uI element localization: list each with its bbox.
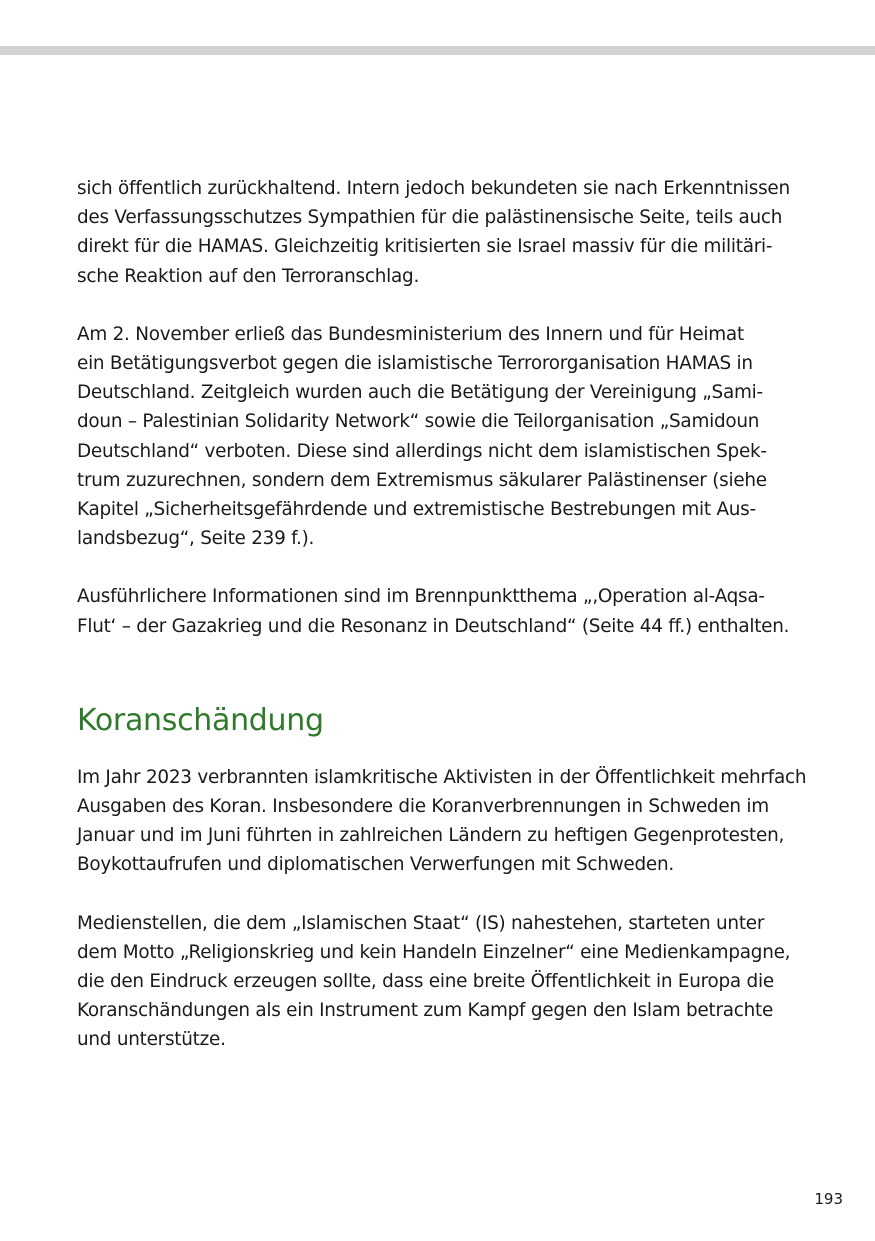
text-line: direkt für die HAMAS. Gleichzeitig kritisierten sie Israel massiv für die militäri- xyxy=(77,236,773,258)
section-gap xyxy=(77,641,807,701)
text-line: Januar und im Juni führten in zahlreichen Ländern zu heftigen Gegenprotesten, xyxy=(77,825,785,847)
section-heading: Koranschändung xyxy=(77,702,324,738)
top-rule xyxy=(0,46,875,55)
text-line: Koranschändungen als ein Instrument zum Kampf gegen den Islam betrachte xyxy=(77,1000,774,1022)
text-line: Am 2. November erließ das Bundesministerium des Innern und für Heimat xyxy=(77,323,744,345)
page-body xyxy=(77,174,807,1055)
text-line: sche Reaktion auf den Terroranschlag. xyxy=(77,265,420,287)
paragraph-media-campaign xyxy=(77,909,807,1055)
text-line: Ausgaben des Koran. Insbesondere die Koranverbrennungen in Schweden im xyxy=(77,796,769,818)
text-line: die den Eindruck erzeugen sollte, dass eine breite Öffentlichkeit in Europa die xyxy=(77,971,774,993)
page-number: 193 xyxy=(814,1190,843,1208)
text-line: landsbezug“, Seite 239 f.). xyxy=(77,528,315,550)
paragraph-gap xyxy=(77,880,807,909)
text-line: sich öffentlich zurückhaltend. Intern jedoch bekundeten sie nach Erkenntnissen xyxy=(77,178,790,199)
text-line: Boykottaufrufen und diplomatischen Verwerfungen mit Schweden. xyxy=(77,854,674,876)
paragraph-gap xyxy=(77,291,807,320)
text-line: dem Motto „Religionskrieg und kein Handeln Einzelner“ eine Medienkampagne, xyxy=(77,941,791,963)
text-line: Flut‘ – der Gazakrieg und die Resonanz in Deutschland“ (Seite 44 ff.) enthalten. xyxy=(77,615,790,637)
text-line: und unterstütze. xyxy=(77,1029,226,1051)
heading-gap xyxy=(77,741,807,763)
text-line: Deutschland. Zeitgleich wurden auch die Betätigung der Vereinigung „Sami- xyxy=(77,382,763,404)
text-line: des Verfassungsschutzes Sympathien für die palästinensische Seite, teils auch xyxy=(77,207,783,229)
paragraph-reactions xyxy=(77,174,807,291)
text-line: Ausführlichere Informationen sind im Brennpunktthema „‚Operation al-Aqsa- xyxy=(77,586,765,608)
text-line: doun – Palestinian Solidarity Network“ sowie die Teilorganisation „Samidoun xyxy=(77,411,760,433)
paragraph-more-info xyxy=(77,582,807,640)
text-line: Deutschland“ verboten. Diese sind allerdings nicht dem islamistischen Spek- xyxy=(77,440,767,462)
paragraph-gap xyxy=(77,553,807,582)
text-line: trum zuzurechnen, sondern dem Extremismus säkularer Palästinenser (siehe xyxy=(77,469,767,491)
paragraph-koran-burnings xyxy=(77,763,807,880)
text-line: Kapitel „Sicherheitsgefährdende und extremistische Bestrebungen mit Aus- xyxy=(77,499,756,521)
text-line: Medienstellen, die dem „Islamischen Staat“ (IS) nahestehen, starteten unter xyxy=(77,912,765,934)
text-line: ein Betätigungsverbot gegen die islamistische Terrororganisation HAMAS in xyxy=(77,353,753,375)
paragraph-ban xyxy=(77,320,807,554)
text-line: Im Jahr 2023 verbrannten islamkritische Aktivisten in der Öffentlichkeit mehrfach xyxy=(77,766,807,788)
